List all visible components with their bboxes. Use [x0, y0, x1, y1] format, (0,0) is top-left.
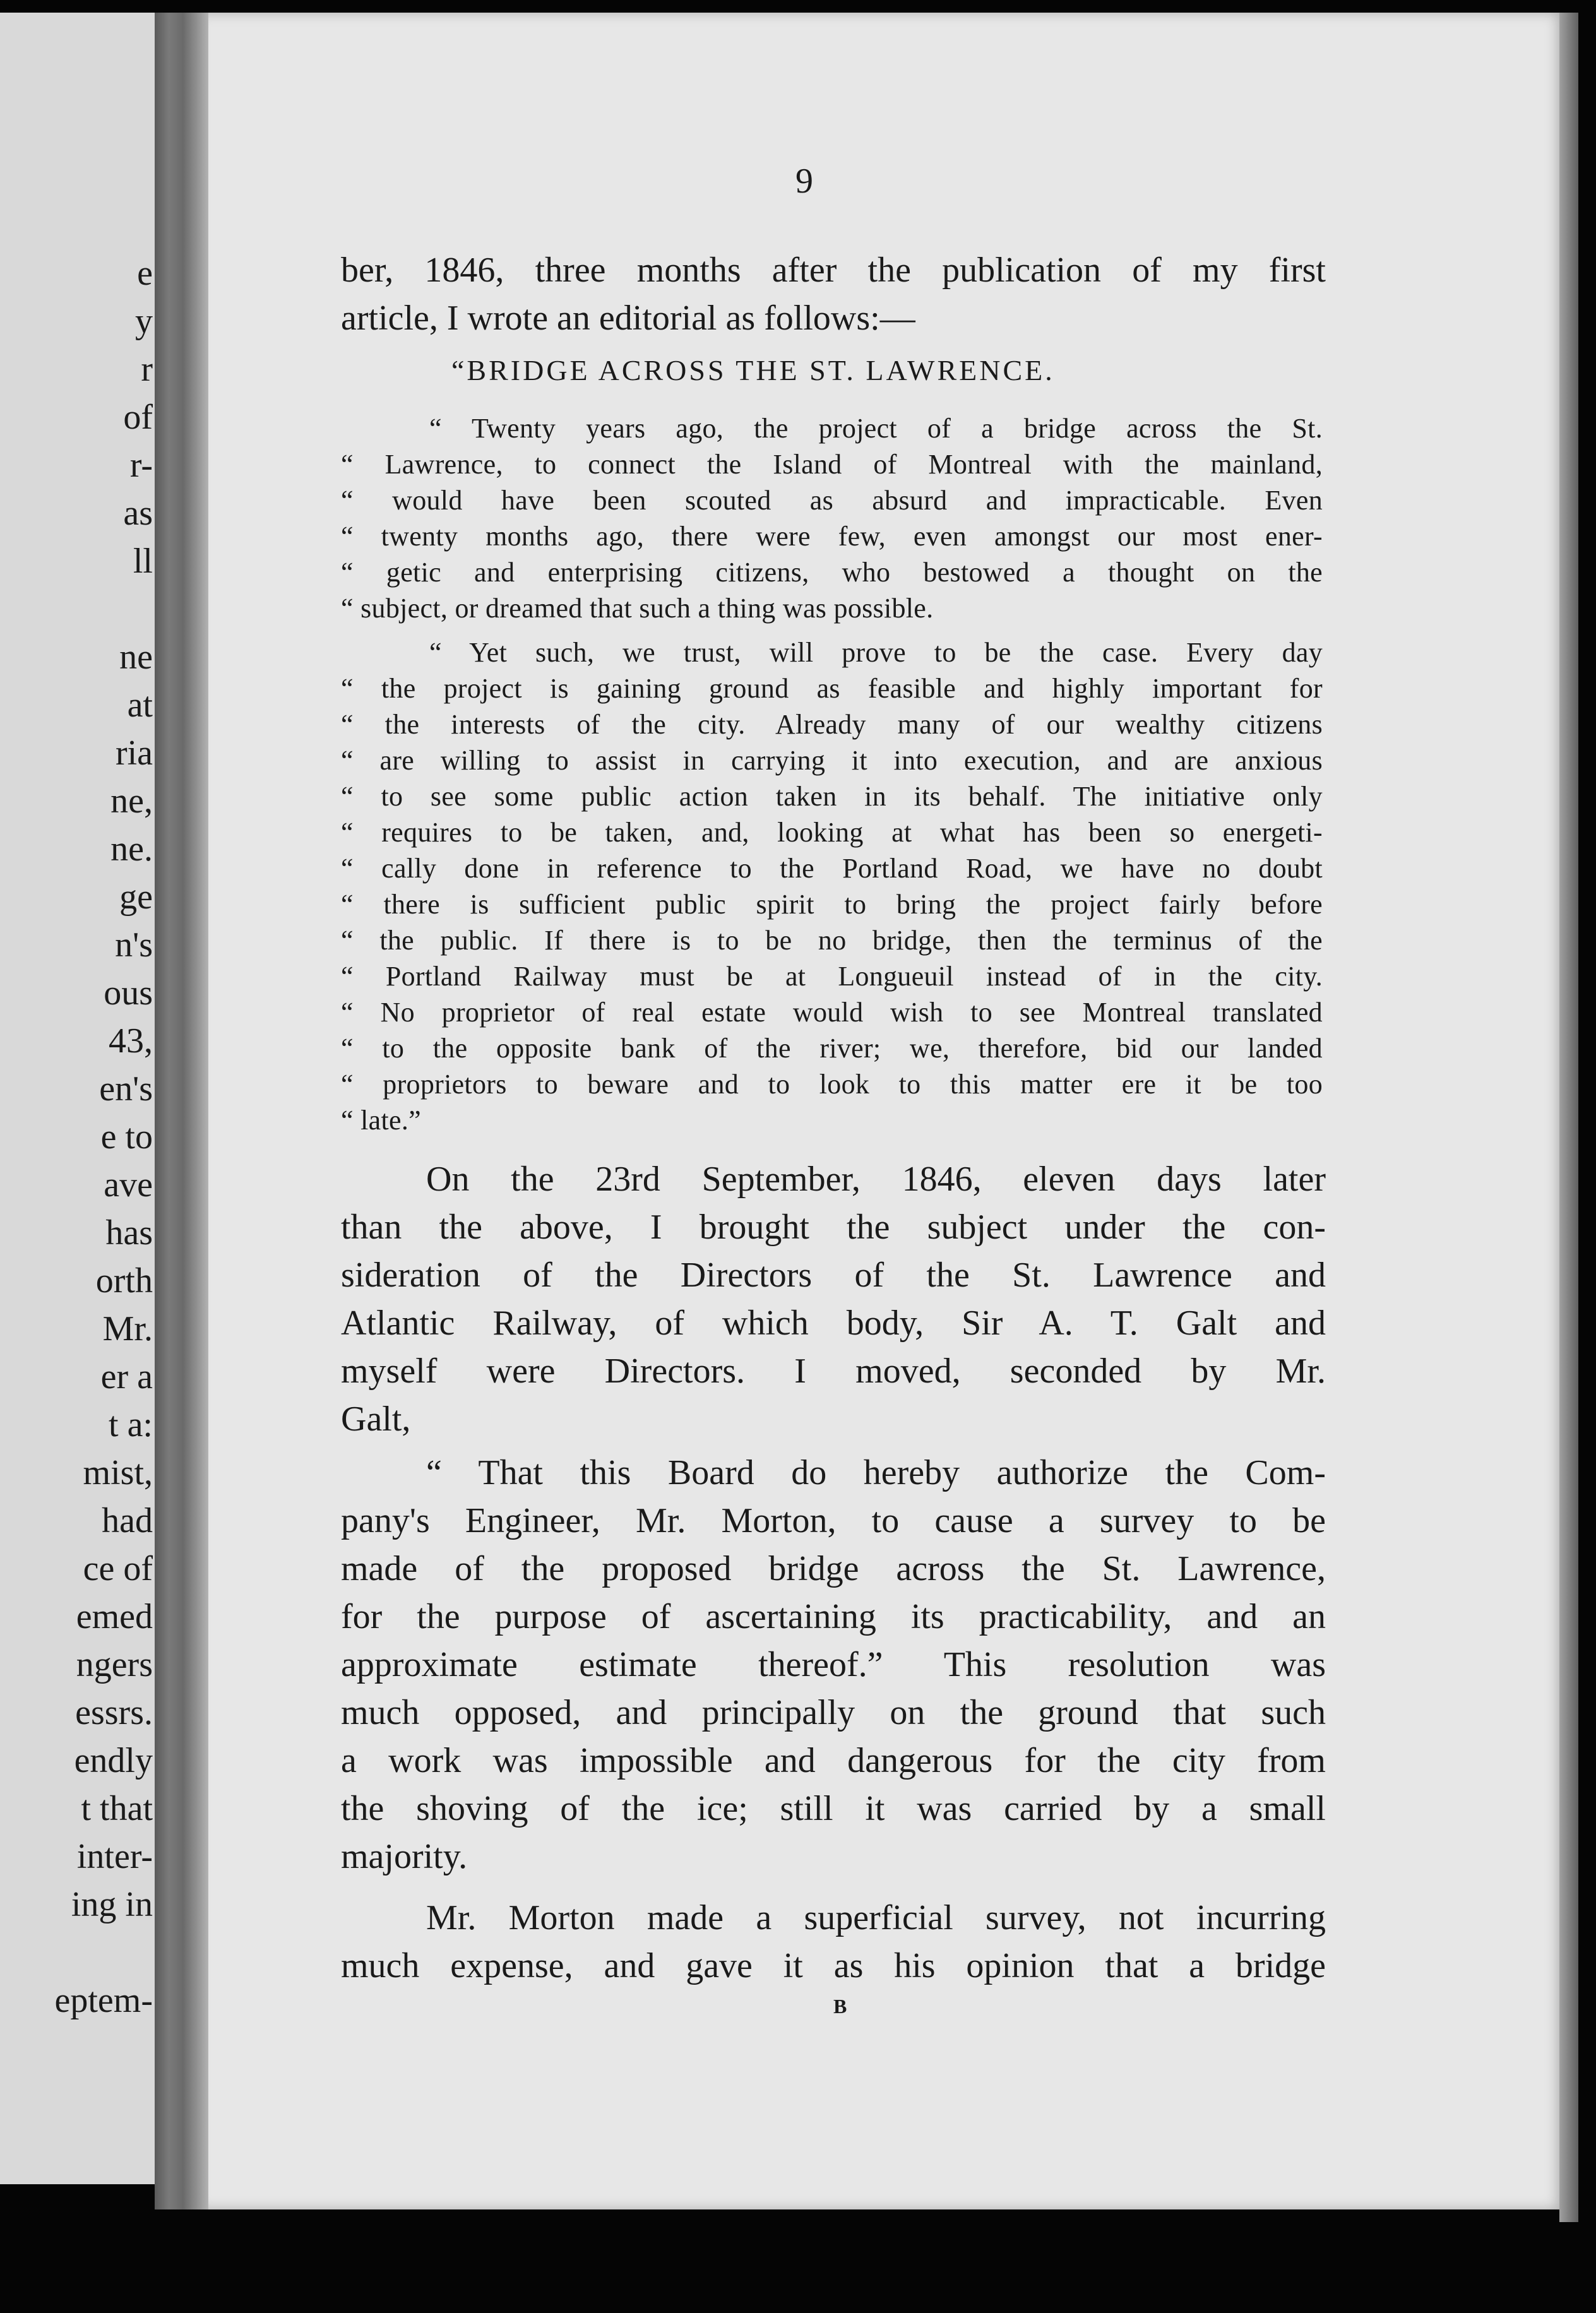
quote-line: “ cally done in reference to the Portland Road, we have no doubt — [341, 853, 1323, 884]
facing-page-fragment: endly — [74, 1741, 153, 1780]
text-line: a work was impossible and dangerous for the city from — [341, 1741, 1326, 1780]
facing-page-fragment: of — [123, 398, 153, 437]
facing-page-fragment: ge — [119, 877, 153, 917]
text-line: sideration of the Directors of the St. Lawrence and — [341, 1256, 1326, 1295]
text-line: much opposed, and principally on the ground that such — [341, 1693, 1326, 1732]
text-line: Galt, — [341, 1400, 411, 1439]
facing-page-fragment: y — [135, 302, 153, 341]
quote-line: “ proprietors to beware and to look to this matter ere it be too — [341, 1069, 1323, 1100]
quote-line: “ No proprietor of real estate would wish to see Montreal translated — [341, 997, 1323, 1028]
text-line: article, I wrote an editorial as follows:— — [341, 299, 915, 338]
quote-line: “ the project is gaining ground as feasible and highly important for — [341, 673, 1323, 704]
facing-page-fragment: ing in — [71, 1885, 153, 1924]
facing-page-fragment: Mr. — [102, 1309, 153, 1348]
facing-page-fragment: emed — [76, 1597, 153, 1636]
page-edge — [1559, 13, 1578, 2222]
facing-page-fragment: ce of — [83, 1549, 153, 1588]
quote-line: “ are willing to assist in carrying it into execution, and are anxious — [341, 745, 1323, 776]
text-line: pany's Engineer, Mr. Morton, to cause a survey to be — [341, 1501, 1326, 1540]
editorial-paragraph-1 — [341, 410, 1323, 626]
text-line: approximate estimate thereof.” This resolution was — [341, 1645, 1326, 1684]
quote-line: “ Lawrence, to connect the Island of Montreal with the mainland, — [341, 449, 1323, 480]
facing-page-fragment: er a — [100, 1357, 153, 1396]
text-line: myself were Directors. I moved, seconded by Mr. — [341, 1352, 1326, 1391]
facing-page-fragment: ave — [104, 1165, 153, 1204]
quote-line: “ Yet such, we trust, will prove to be the case. Every day — [429, 637, 1323, 668]
book-spine — [155, 13, 211, 2209]
facing-page-fragment: en's — [99, 1069, 153, 1109]
facing-page-fragment: r- — [129, 446, 153, 485]
text-line: On the 23rd September, 1846, eleven days later — [426, 1160, 1326, 1199]
text-line: Atlantic Railway, of which body, Sir A. T. Galt and — [341, 1304, 1326, 1343]
facing-page-fragment: essrs. — [75, 1693, 153, 1732]
facing-page — [0, 13, 158, 2184]
facing-page-fragment: as — [123, 494, 153, 533]
editorial-paragraph-2 — [341, 634, 1323, 1138]
editorial-heading: “BRIDGE ACROSS THE ST. LAWRENCE. — [451, 354, 1055, 386]
text-line: made of the proposed bridge across the St. Lawrence, — [341, 1549, 1326, 1588]
facing-page-fragment: ll — [133, 542, 153, 581]
text-line: majority. — [341, 1837, 468, 1876]
text-line: Mr. Morton made a superficial survey, not incurring — [426, 1898, 1326, 1937]
text-line: for the purpose of ascertaining its practicability, and an — [341, 1597, 1326, 1636]
facing-page-fragment: at — [127, 686, 153, 725]
quote-line: “ requires to be taken, and, looking at what has been so energeti- — [341, 817, 1323, 848]
facing-page-fragment: ne — [119, 638, 153, 677]
quote-line: “ subject, or dreamed that such a thing was possible. — [341, 593, 934, 624]
facing-page-fragment: t that — [81, 1789, 153, 1828]
body-paragraph-3 — [341, 1894, 1326, 1990]
text-line: the shoving of the ice; still it was carried by a small — [341, 1789, 1326, 1828]
facing-page-fragment: eptem- — [54, 1981, 153, 2020]
text-line: much expense, and gave it as his opinion that a bridge — [341, 1946, 1326, 1985]
quote-line: “ getic and enterprising citizens, who bestowed a thought on the — [341, 557, 1323, 588]
quote-line: “ late.” — [341, 1105, 421, 1136]
facing-page-fragment: orth — [95, 1261, 153, 1300]
quote-line: “ the interests of the city. Already many of our wealthy citizens — [341, 709, 1323, 740]
quote-line: “ twenty months ago, there were few, even amongst our most ener- — [341, 521, 1323, 552]
facing-page-fragment: mist, — [83, 1453, 153, 1492]
quote-line: “ to the opposite bank of the river; we, therefore, bid our landed — [341, 1033, 1323, 1064]
facing-page-fragment: t a: — [109, 1405, 153, 1444]
text-line: “ That this Board do hereby authorize the Com- — [426, 1453, 1326, 1492]
facing-page-fragment: ous — [104, 973, 153, 1013]
facing-page-fragment: had — [102, 1501, 153, 1540]
facing-page-fragment: 43, — [109, 1021, 153, 1061]
body-paragraph-2 — [341, 1449, 1326, 1881]
facing-page-fragment: ne. — [110, 829, 153, 869]
quote-line: “ the public. If there is to be no bridge, then the terminus of the — [341, 925, 1323, 956]
text-line: than the above, I brought the subject under the con- — [341, 1208, 1326, 1247]
quote-line: “ Twenty years ago, the project of a bridge across the St. — [429, 413, 1323, 444]
signature-mark: B — [833, 1995, 847, 2018]
quote-line: “ to see some public action taken in its behalf. The initiative only — [341, 781, 1323, 812]
facing-page-fragment: e — [137, 254, 153, 293]
facing-page-fragment: ria — [115, 734, 153, 773]
facing-page-fragment: e to — [100, 1117, 153, 1156]
quote-line: “ there is sufficient public spirit to bring the project fairly before — [341, 889, 1323, 920]
facing-page-fragment: has — [105, 1213, 153, 1252]
quote-line: “ would have been scouted as absurd and impracticable. Even — [341, 485, 1323, 516]
facing-page-fragment: ne, — [110, 782, 153, 821]
facing-page-fragment: inter- — [76, 1837, 153, 1876]
facing-page-fragment: r — [141, 350, 153, 389]
intro-text — [341, 246, 1326, 342]
text-line: ber, 1846, three months after the publication of my first — [341, 251, 1326, 290]
quote-line: “ Portland Railway must be at Longueuil instead of in the city. — [341, 961, 1323, 992]
body-paragraph-1 — [341, 1155, 1326, 1443]
page-number: 9 — [795, 162, 813, 201]
facing-page-fragment: n's — [115, 925, 153, 965]
facing-page-fragment: ngers — [76, 1645, 153, 1684]
